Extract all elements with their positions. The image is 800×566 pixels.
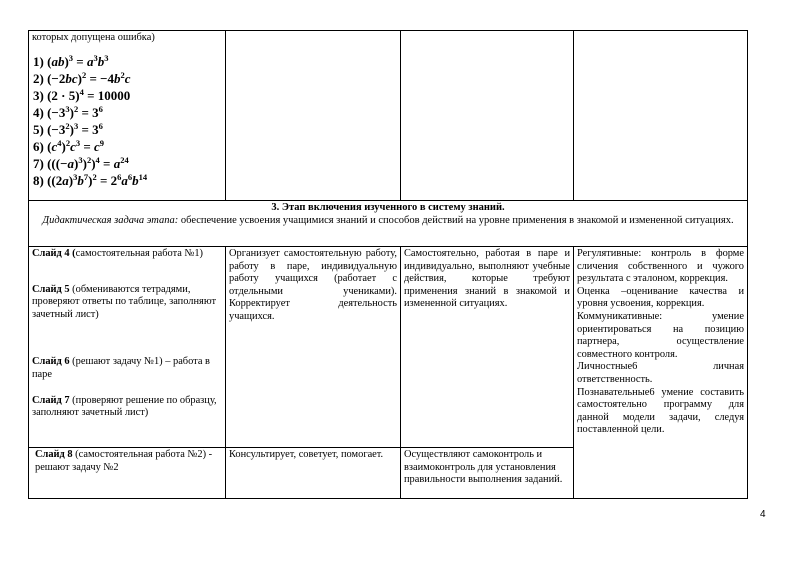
table-row-formulas	[29, 31, 748, 201]
formula-item	[32, 53, 222, 70]
formula-item	[32, 121, 222, 138]
formula-expression: $(-3^2)^3 = 3^6$	[47, 120, 103, 137]
formula-item	[32, 172, 222, 189]
slide-8-item	[32, 449, 222, 474]
cell-empty-students	[401, 31, 574, 201]
formula-expression: $((2a)^3b^7)^2 = 2^6a^6b^{14}$	[47, 171, 148, 188]
slide-4-text: самостоятельная работа №1)	[75, 248, 204, 259]
page-number: 4	[760, 509, 766, 520]
cell-student-activity	[401, 247, 574, 448]
cell-formulas	[29, 31, 226, 201]
lesson-plan-table	[28, 30, 748, 499]
formula-number: 4)	[33, 104, 48, 120]
formula-item	[32, 70, 222, 87]
cell-uud	[574, 247, 748, 499]
slide-5-text: (обмениваются тетрадями, проверяют ответы по таблице, заполняют зачетный лист)	[32, 283, 216, 320]
formula-expression: $(-2bc)^2 = -4b^2c$	[47, 69, 131, 86]
formula-number: 1)	[33, 53, 48, 69]
formula-expression: $(ab)^3 = a^3b^3$	[47, 52, 109, 69]
slide-4-item	[32, 248, 222, 261]
formula-number: 7)	[33, 155, 48, 171]
formula-item	[32, 138, 222, 155]
uud-cognitive: Познавательные6 умение составить самостоятельно программу для данной модели задачи, следуя поставленной цели.	[577, 386, 744, 436]
cell-student-selfcheck	[401, 448, 574, 499]
slide-5-item	[32, 284, 222, 322]
formula-expression: $(((-a)^3)^2)^4 = a^{24}$	[47, 154, 129, 171]
slide-6-label: Слайд 6	[32, 356, 70, 368]
stage-task	[32, 215, 744, 228]
cell-slide-8	[29, 448, 226, 499]
formula-expression: $(c^4)^2c^3 = c^9$	[47, 137, 105, 154]
slide-6-item	[32, 356, 222, 381]
cell-slides	[29, 247, 226, 448]
formula-expression: $(-3^3)^2 = 3^6$	[47, 103, 103, 120]
formula-item	[32, 87, 222, 104]
formula-expression: $(2 \cdot 5)^4 = 10000$	[47, 86, 131, 103]
cell-teacher-activity	[226, 247, 401, 448]
uud-regulative: Регулятивные: контроль в форме сличения собственного и чужого результата с эталоном, коррекция.	[577, 248, 744, 285]
cell-teacher-consult	[226, 448, 401, 499]
formula-number: 6)	[33, 138, 48, 154]
cell-empty-teacher	[226, 31, 401, 201]
uud-communicative: Коммуникативные: умение ориентироваться на позицию партнера, осуществление совместного контроля.	[577, 310, 744, 360]
formula-item	[32, 104, 222, 121]
teacher-consult-text: Консультирует, советует, помогает.	[229, 449, 384, 460]
formula-number: 8)	[33, 172, 48, 188]
student-selfcheck-text: Осуществляют самоконтроль и взаимоконтроль для установления правильности выполнения заданий.	[404, 449, 563, 486]
cell-stage-header	[29, 201, 748, 247]
slide-7-label: Слайд 7	[32, 394, 70, 406]
slide-5-label: Слайд 5	[32, 283, 70, 295]
uud-assessment: Оценка –оценивание качества и уровня усвоения, коррекция.	[577, 285, 744, 310]
teacher-activity-text: Организует самостоятельную работу, работу в паре, индивидуальную работу учащихся (работает с отдельными учениками). Корректирует деятельность учащихся.	[229, 248, 397, 322]
cell-empty-uud	[574, 31, 748, 201]
slide-8-label: Слайд 8	[35, 449, 73, 460]
student-activity-text: Самостоятельно, работая в паре и индивидуально, выполняют учебные действия, которые требуют применения знаний в знакомой и измененной ситуациях.	[404, 248, 570, 310]
slide-4-label: Слайд 4 (	[32, 248, 76, 259]
slide-8-text: (самостоятельная работа №2) - решают задачу №2	[35, 449, 213, 473]
slide-7-text: (проверяют решение по образцу, заполняют зачетный лист)	[32, 394, 217, 419]
uud-personal: Личностные6 личная ответственность.	[577, 361, 744, 385]
stage-title: 3. Этап включения изученного в систему знаний.	[271, 202, 505, 213]
formula-number: 5)	[33, 121, 48, 137]
table-row-stage-header	[29, 201, 748, 247]
table-row-slides-4-7	[29, 247, 748, 448]
slide-6-text: (решают задачу №1) – работа в паре	[32, 356, 210, 380]
stage-task-label: Дидактическая задача этапа:	[42, 214, 179, 226]
formulas-intro: которых допущена ошибка)	[32, 32, 155, 43]
stage-task-text: обеспечение усвоения учащимися знаний и способов действий на уровне применения в знакомой и измененной ситуациях.	[178, 214, 734, 226]
formula-number: 3)	[33, 87, 48, 103]
slide-7-item	[32, 395, 222, 420]
formula-list	[32, 53, 222, 189]
formula-number: 2)	[33, 70, 48, 86]
formula-item	[32, 155, 222, 172]
